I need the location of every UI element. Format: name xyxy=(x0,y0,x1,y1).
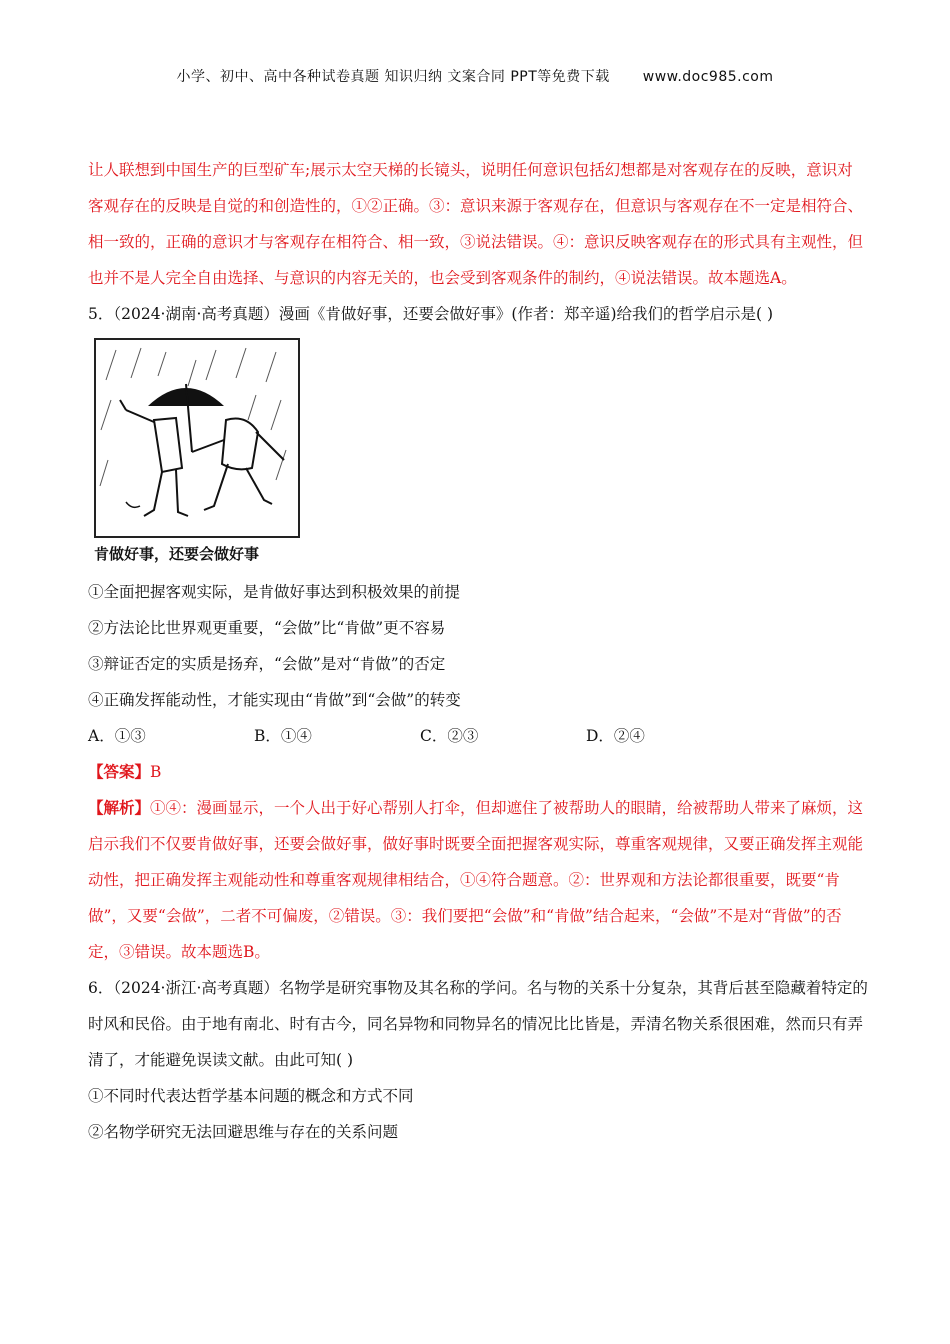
q5-stem: 5．（2024·湖南·高考真题）漫画《肯做好事，还要会做好事》(作者：郑辛遥)给我们的哲学启示是( ) xyxy=(88,305,774,323)
q6-option-2: ②名物学研究无法回避思维与存在的关系问题 xyxy=(88,1123,399,1141)
page-header xyxy=(0,66,950,86)
q5-option-4: ④正确发挥能动性，才能实现由“肯做”到“会做”的转变 xyxy=(88,691,461,709)
q5-analysis xyxy=(88,790,868,970)
header-text: 小学、初中、高中各种试卷真题 知识归纳 文案合同 PPT等免费下载 xyxy=(176,69,610,85)
choice-b: B．①④ xyxy=(254,727,312,745)
q5-option-1: ①全面把握客观实际，是肯做好事达到积极效果的前提 xyxy=(88,583,461,601)
q5-option-2: ②方法论比世界观更重要，“会做”比“肯做”更不容易 xyxy=(88,619,446,637)
q6-option-1: ①不同时代表达哲学基本问题的概念和方式不同 xyxy=(88,1087,414,1105)
q5-choices xyxy=(88,718,868,754)
previous-analysis: 让人联想到中国生产的巨型矿车;展示太空天梯的长镜头，说明任何意识包括幻想都是对客观存在的反映，意识对客观存在的反映是自觉的和创造性的，①②正确。③：意识来源于客观存在，但意识与客观存在不一定是相符合、相一致的，正确的意识才与客观存在相符合、相一致，③说法错误。④：意识反映客观存在的形式具有主观性，但也并不是人完全自由选择、与意识的内容无关的，也会受到客观条件的制约，④说法错误。故本题选A。 xyxy=(88,161,864,287)
choice-a: A．①③ xyxy=(88,727,146,745)
answer-value: B xyxy=(150,763,162,781)
cartoon-caption: 肯做好事，还要会做好事 xyxy=(94,545,260,563)
answer-label: 【答案】 xyxy=(88,762,151,781)
q6-stem: 6．（2024·浙江·高考真题）名物学是研究事物及其名称的学问。名与物的关系十分复杂，其背后甚至隐藏着特定的时风和民俗。由于地有南北、时有古今，同名异物和同物异名的情况比比皆是，弄清名物关系很困难，然而只有弄清了，才能避免误读文献。由此可知( ) xyxy=(88,979,868,1069)
analysis-label: 【解析】 xyxy=(88,798,151,817)
choice-c: C．②③ xyxy=(420,727,479,745)
choice-d: D．②④ xyxy=(586,727,645,745)
document-body xyxy=(88,152,868,1150)
cartoon-figure xyxy=(94,338,304,570)
q5-option-3: ③辩证否定的实质是扬弃，“会做”是对“肯做”的否定 xyxy=(88,655,446,673)
analysis-text: ①④：漫画显示，一个人出于好心帮别人打伞，但却遮住了被帮助人的眼睛，给被帮助人带来了麻烦，这启示我们不仅要肯做好事，还要会做好事，做好事时既要全面把握客观实际，尊重客观规律，又要正确发挥主观能动性，把正确发挥主观能动性和尊重客观规律相结合，①④符合题意。②：世界观和方法论都很重要，既要“肯做”，又要“会做”，二者不可偏废，②错误。③：我们要把“会做”和“肯做”结合起来，“会做”不是对“背做”的否定，③错误。故本题选B。 xyxy=(88,799,864,961)
cartoon-image xyxy=(94,338,300,538)
header-site-link[interactable]: www.doc985.com xyxy=(642,69,774,85)
q5-answer xyxy=(88,754,868,790)
umbrella-cartoon-illustration xyxy=(96,340,298,536)
